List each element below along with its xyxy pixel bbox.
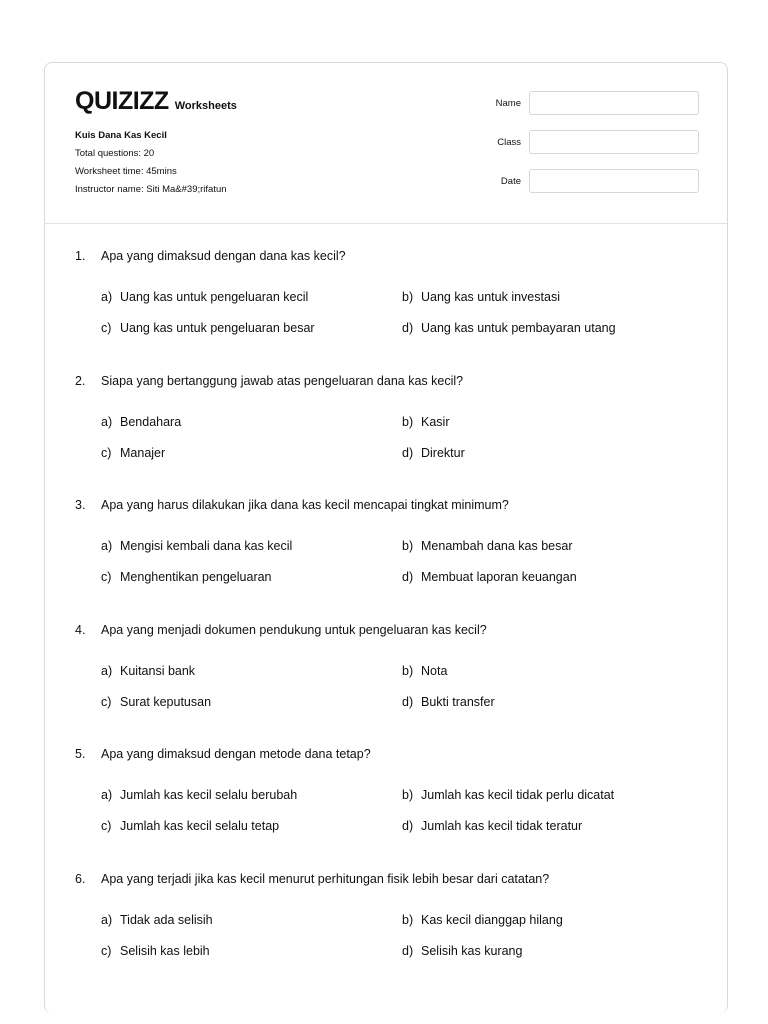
question-list [75, 249, 715, 996]
option-letter: c) [101, 943, 112, 958]
name-row [481, 91, 699, 115]
option-letter: c) [101, 819, 112, 833]
worksheet-time: Worksheet time: 45mins [75, 166, 177, 177]
option-text: Menghentikan pengeluaran [120, 570, 272, 584]
question-3 [75, 498, 715, 623]
quiz-meta [75, 127, 227, 199]
answer-option[interactable] [402, 290, 560, 304]
option-letter: b) [402, 788, 414, 802]
worksheet [44, 62, 728, 1013]
instructor-name: Instructor name: Siti Ma&#39;rifatun [75, 184, 227, 195]
option-letter: a) [101, 539, 113, 553]
question-number: 2. [75, 373, 86, 388]
option-text: Jumlah kas kecil tidak teratur [421, 819, 583, 833]
question-text [75, 374, 463, 388]
quiz-title: Kuis Dana Kas Kecil [75, 130, 167, 141]
answer-option[interactable] [402, 819, 582, 833]
question-text [75, 498, 509, 512]
question-text [75, 623, 487, 637]
answer-option[interactable] [101, 290, 308, 304]
option-letter: a) [101, 414, 113, 429]
option-letter: c) [101, 694, 112, 709]
option-letter: a) [101, 912, 113, 927]
answer-option[interactable] [402, 788, 614, 802]
question-1 [75, 249, 715, 374]
answer-option[interactable] [402, 664, 447, 678]
option-letter: a) [101, 290, 113, 304]
option-text: Menambah dana kas besar [421, 539, 573, 553]
question-prompt: Apa yang dimaksud dengan dana kas kecil? [101, 249, 346, 263]
option-letter: d) [402, 445, 414, 460]
total-questions: Total questions: 20 [75, 148, 155, 159]
option-letter: a) [101, 788, 113, 802]
question-number: 3. [75, 498, 86, 512]
date-label: Date [500, 175, 521, 187]
option-text: Bukti transfer [421, 694, 495, 709]
option-text: Uang kas untuk investasi [421, 290, 560, 304]
worksheets-label: Worksheets [174, 100, 237, 112]
question-prompt: Apa yang terjadi jika kas kecil menurut perhitungan fisik lebih besar dari catatan? [101, 871, 550, 886]
answer-option[interactable] [101, 819, 279, 833]
answer-option[interactable] [101, 788, 297, 802]
date-field[interactable] [529, 169, 699, 193]
answer-option[interactable] [402, 446, 465, 460]
option-letter: b) [402, 290, 414, 304]
answer-option[interactable] [101, 695, 211, 709]
question-text [75, 249, 346, 263]
question-prompt: Siapa yang bertanggung jawab atas pengeluaran dana kas kecil? [101, 373, 464, 388]
option-letter: b) [402, 539, 414, 553]
answer-option[interactable] [101, 321, 315, 335]
answer-option[interactable] [101, 415, 181, 429]
class-label: Class [497, 136, 521, 148]
student-fields [481, 91, 699, 208]
option-letter: c) [101, 321, 112, 335]
option-text: Kuitansi bank [120, 663, 196, 678]
option-text: Surat keputusan [120, 694, 212, 709]
option-letter: c) [101, 570, 112, 584]
question-number: 4. [75, 622, 86, 637]
worksheet-header [45, 63, 727, 224]
answer-option[interactable] [402, 321, 616, 335]
answer-option[interactable] [402, 695, 495, 709]
option-letter: d) [402, 570, 414, 584]
option-text: Nota [421, 663, 448, 678]
option-letter: b) [402, 912, 414, 927]
option-letter: d) [402, 819, 414, 833]
option-text: Kas kecil dianggap hilang [421, 912, 563, 927]
answer-option[interactable] [101, 944, 210, 958]
question-number: 5. [75, 747, 86, 761]
option-text: Membuat laporan keuangan [421, 570, 577, 584]
answer-option[interactable] [101, 664, 195, 678]
option-letter: d) [402, 321, 414, 335]
option-text: Kasir [421, 414, 450, 429]
answer-option[interactable] [101, 446, 165, 460]
quizizz-logo: QUIZIZZ [75, 87, 169, 115]
answer-option[interactable] [402, 570, 577, 584]
option-text: Bendahara [120, 414, 182, 429]
option-text: Manajer [120, 445, 166, 460]
answer-option[interactable] [101, 913, 213, 927]
option-letter: b) [402, 663, 414, 678]
question-5 [75, 747, 715, 872]
name-label: Name [495, 97, 521, 109]
answer-option[interactable] [101, 570, 272, 584]
answer-option[interactable] [101, 539, 292, 553]
question-prompt: Apa yang menjadi dokumen pendukung untuk pengeluaran kas kecil? [101, 622, 487, 637]
option-text: Jumlah kas kecil selalu berubah [120, 788, 298, 802]
option-text: Jumlah kas kecil tidak perlu dicatat [421, 788, 615, 802]
option-text: Mengisi kembali dana kas kecil [120, 539, 293, 553]
question-text [75, 747, 371, 761]
option-text: Direktur [421, 445, 465, 460]
option-text: Jumlah kas kecil selalu tetap [120, 819, 280, 833]
option-letter: a) [101, 663, 113, 678]
name-field[interactable] [529, 91, 699, 115]
question-number: 1. [75, 249, 86, 263]
class-field[interactable] [529, 130, 699, 154]
date-row [481, 169, 699, 193]
option-text: Selisih kas kurang [421, 943, 523, 958]
option-text: Uang kas untuk pembayaran utang [421, 321, 616, 335]
question-prompt: Apa yang harus dilakukan jika dana kas kecil mencapai tingkat minimum? [101, 498, 509, 512]
option-text: Uang kas untuk pengeluaran kecil [120, 290, 309, 304]
option-letter: b) [402, 414, 414, 429]
answer-option[interactable] [402, 913, 563, 927]
answer-option[interactable] [402, 415, 449, 429]
question-prompt: Apa yang dimaksud dengan metode dana tetap? [101, 747, 371, 761]
answer-option[interactable] [402, 539, 572, 553]
answer-option[interactable] [402, 944, 522, 958]
option-text: Selisih kas lebih [120, 943, 210, 958]
option-text: Uang kas untuk pengeluaran besar [120, 321, 315, 335]
brand [75, 87, 237, 116]
option-text: Tidak ada selisih [120, 912, 213, 927]
class-row [481, 130, 699, 154]
question-2 [75, 374, 715, 499]
question-number: 6. [75, 871, 86, 886]
question-6 [75, 872, 715, 997]
option-letter: d) [402, 943, 414, 958]
option-letter: c) [101, 445, 112, 460]
question-4 [75, 623, 715, 748]
option-letter: d) [402, 694, 414, 709]
question-text [75, 872, 549, 886]
